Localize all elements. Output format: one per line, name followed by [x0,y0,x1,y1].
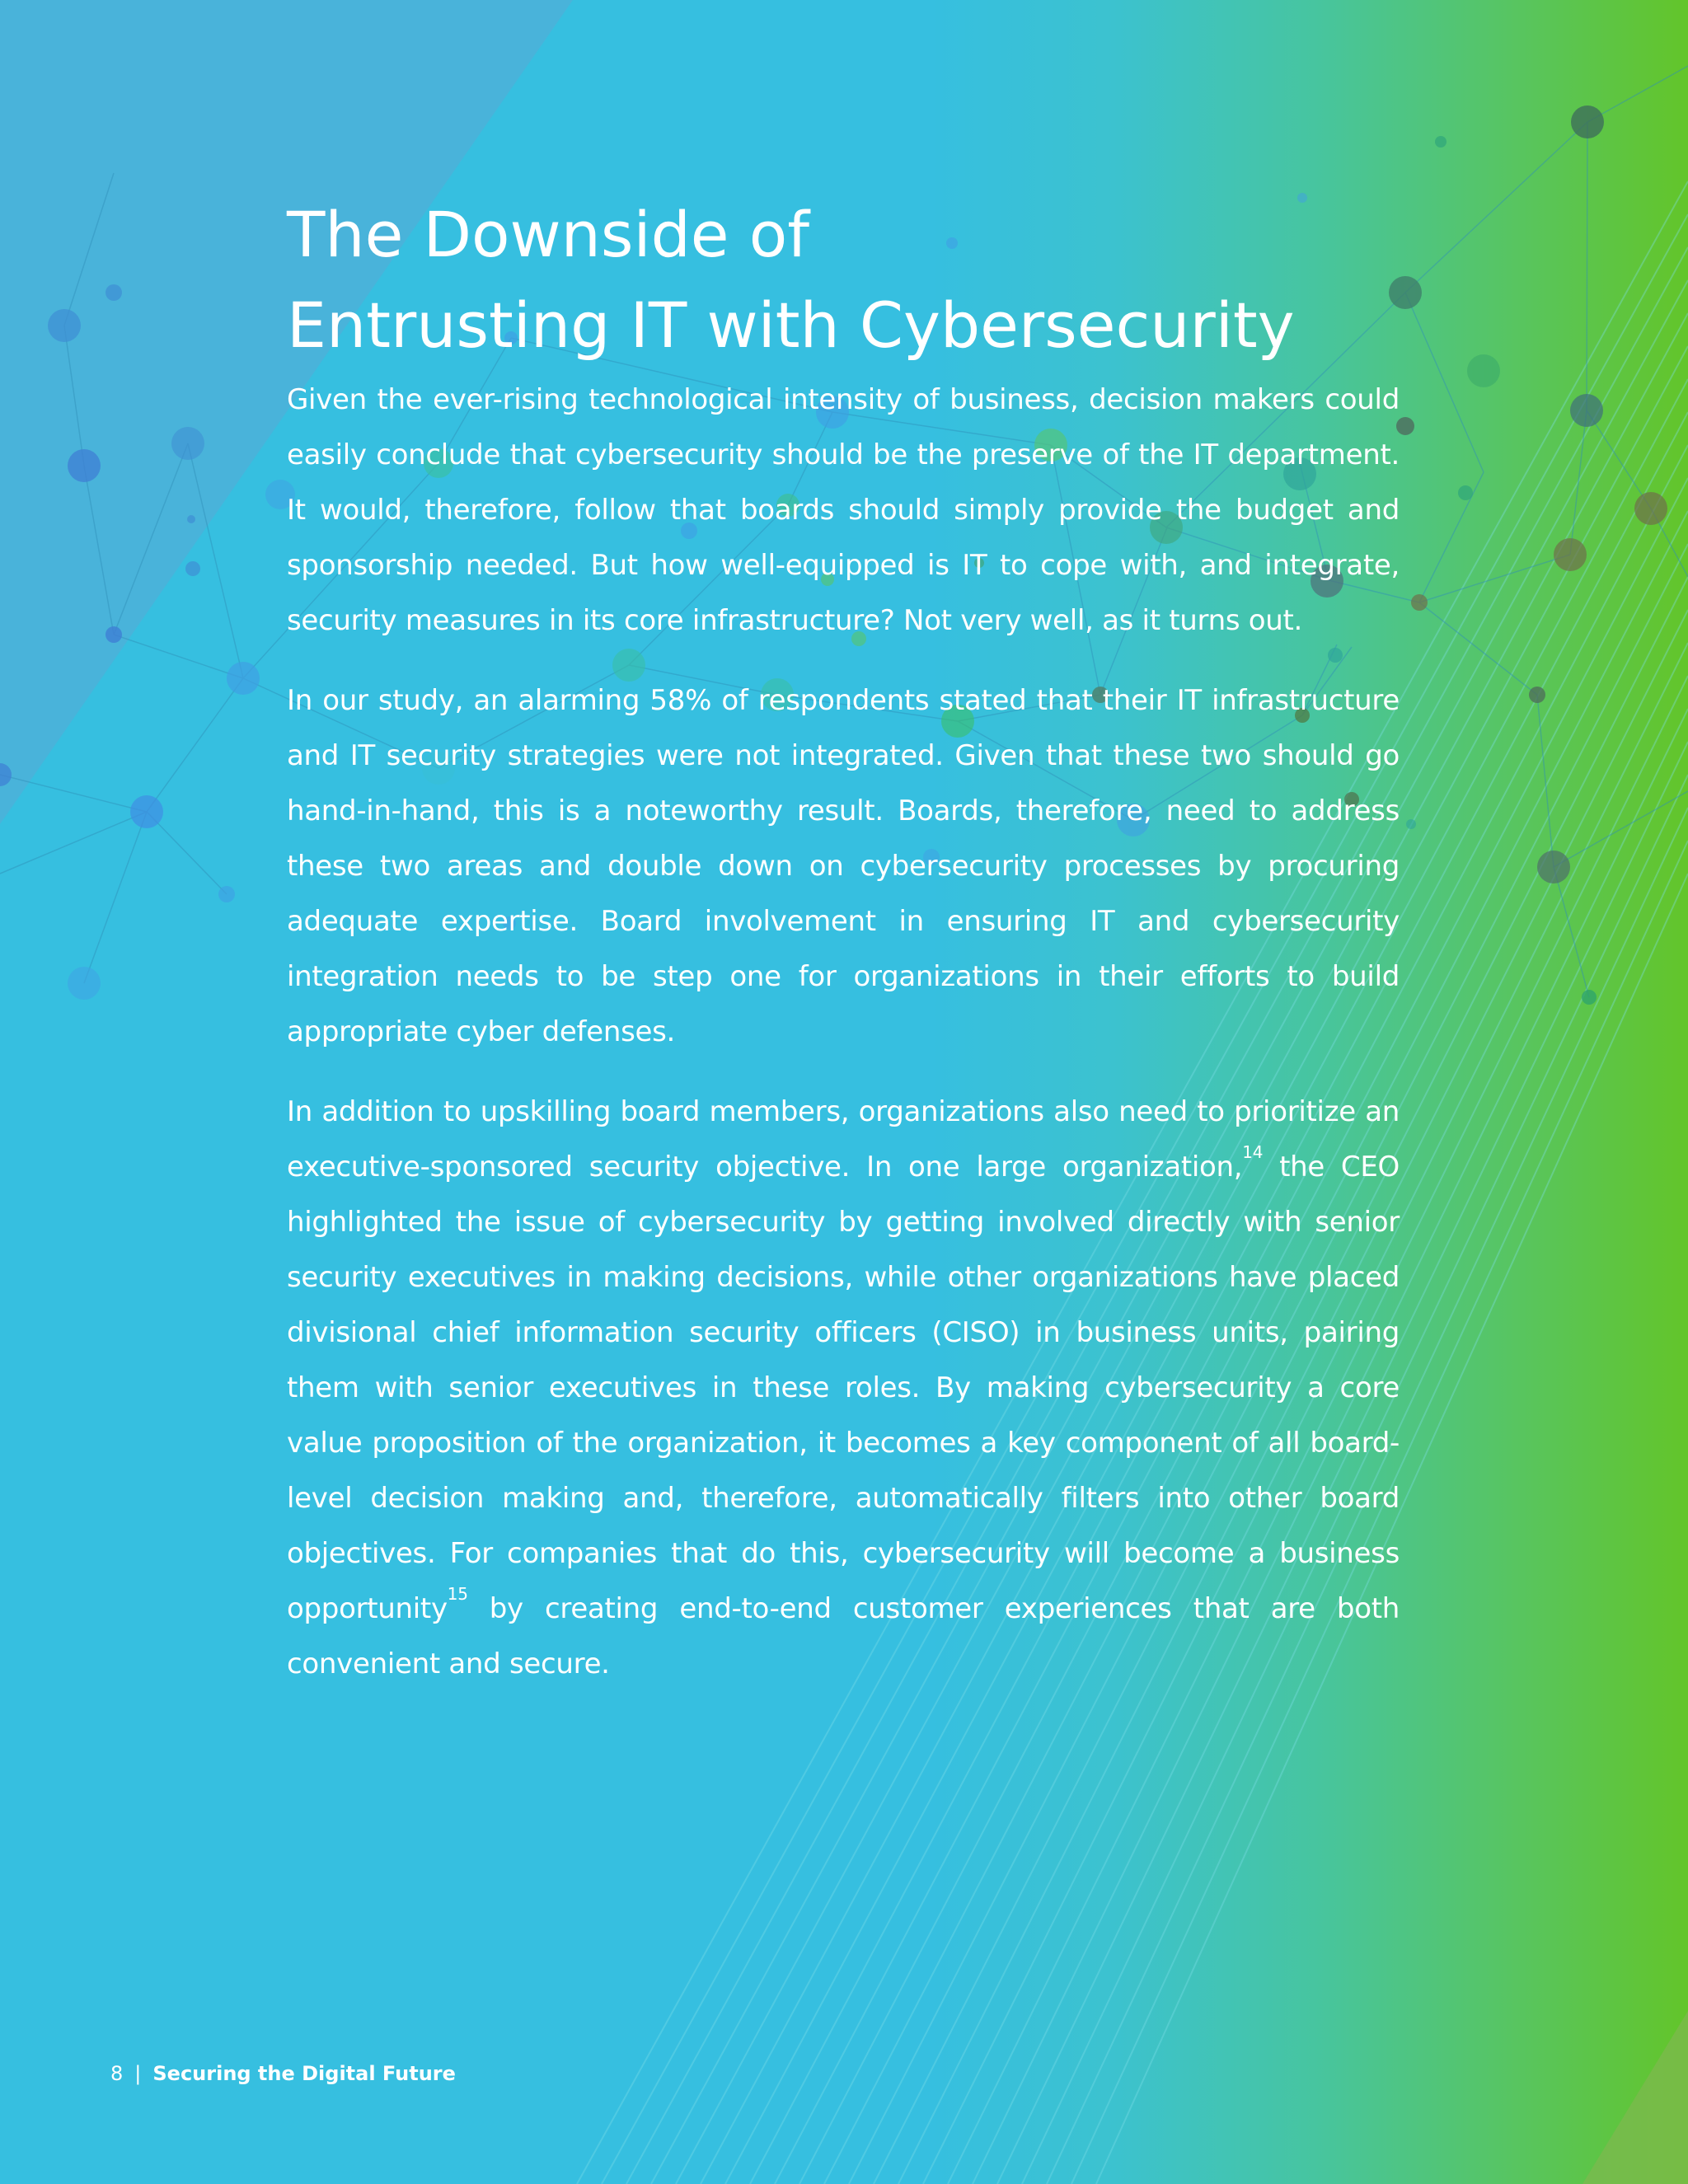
corner-triangle-shape-bottom [1582,2011,1688,2184]
footer-document-title: Securing the Digital Future [152,2062,456,2085]
paragraph-3-part-3: by creating end-to-end customer experiences that are both convenient and secure. [287,1592,1400,1680]
footnote-reference-14[interactable]: 14 [1242,1142,1264,1162]
page-title [287,190,1400,371]
footnote-reference-15[interactable]: 15 [447,1584,468,1604]
paragraph-2: In our study, an alarming 58% of respondents stated that their IT infrastructure and IT security strategies were not integrated. Given that these two should go hand-in-hand, this is a noteworthy result. Boards, therefore, need to address these two areas and double down on cybersecurity processes by procuring adequate expertise. Board involvement in ensuring IT and cybersecurity integration needs to be step one for organizations in their efforts to build appropriate cyber defenses. [287,684,1400,1048]
page-title-line-1: The Downside of [287,198,809,271]
page-title-line-2: Entrusting IT with Cybersecurity [287,288,1295,362]
page-footer [110,2062,456,2085]
paragraph-1: Given the ever-rising technological intensity of business, decision makers could easily conclude that cybersecurity should be the preserve of the IT department. It would, therefore, follow that boards should simply provide the budget and sponsorship needed. But how well-equipped is IT to cope with, and integrate, security measures in its core infrastructure? Not very well, as it turns out. [287,383,1400,637]
paragraph-3 [287,1085,1400,1692]
main-content [287,190,1400,1717]
page-number: 8 [110,2062,124,2085]
footer-separator: | [134,2062,142,2085]
paragraph-3-part-1: In addition to upskilling board members, organizations also need to prioritize an executive-sponsored security objective. In one large organization, [287,1095,1400,1183]
paragraph-3-part-2: the CEO highlighted the issue of cybersecurity by getting involved directly with senior security executives in making decisions, while other organizations have placed divisional chief information security officers (CISO) in business units, pairing them with senior executives in these roles. By making cybersecurity a core value proposition of the organization, it becomes a key component of all board-level decision making and, therefore, automatically filters into other board objectives. For companies that do this, cybersecurity will become a business opportunity [287,1151,1400,1625]
